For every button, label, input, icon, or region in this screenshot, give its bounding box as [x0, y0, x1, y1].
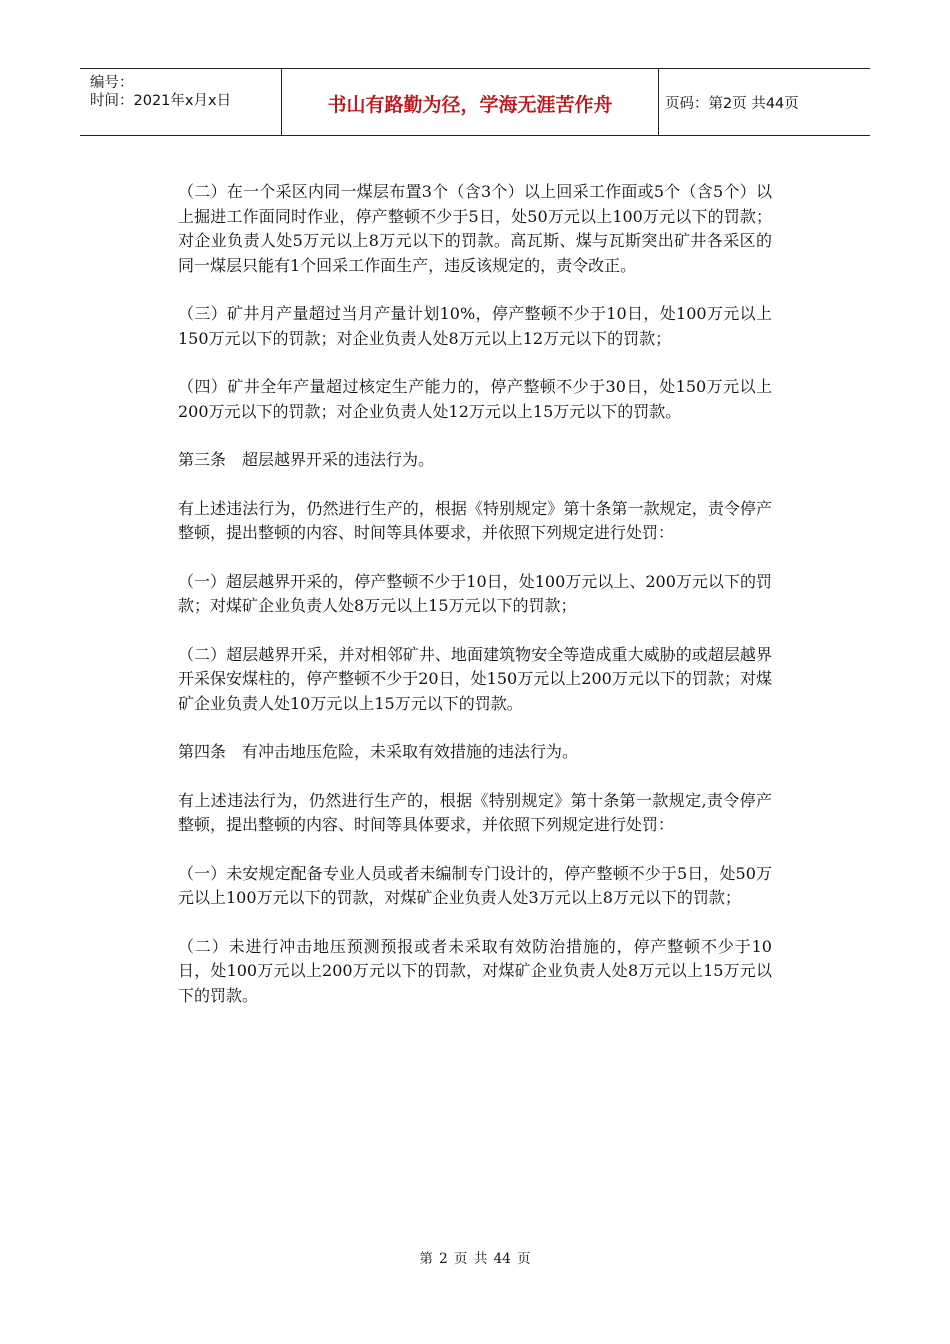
paragraph: （二）在一个采区内同一煤层布置3个（含3个）以上回采工作面或5个（含5个）以上掘进工作面同时作业，停产整顿不少于5日，处50万元以上100万元以下的罚款；对企业负责人处5万元以上8万元以下的罚款。高瓦斯、煤与瓦斯突出矿井各采区的同一煤层只能有1个回采工作面生产，违反该规定的，责令改正。	[178, 182, 772, 275]
paragraph: （二）超层越界开采，并对相邻矿井、地面建筑物安全等造成重大威胁的或超层越界开采保安煤柱的，停产整顿不少于20日，处150万元以上200万元以下的罚款；对煤矿企业负责人处10万元以上15万元以下的罚款。	[178, 644, 772, 713]
page-header	[80, 68, 870, 136]
article-heading: 第三条 超层越界开采的违法行为。	[178, 450, 435, 469]
paragraph: （二）未进行冲击地压预测预报或者未采取有效防治措施的，停产整顿不少于10日，处100万元以上200万元以下的罚款，对煤矿企业负责人处8万元以上15万元以下的罚款。	[178, 936, 772, 1005]
paragraph: （一）未安规定配备专业人员或者未编制专门设计的，停产整顿不少于5日，处50万元以上100万元以下的罚款，对煤矿企业负责人处3万元以上8万元以下的罚款；	[178, 863, 772, 907]
paragraph: 有上述违法行为，仍然进行生产的，根据《特别规定》第十条第一款规定,责令停产整顿，提出整顿的内容、时间等具体要求，并依照下列规定进行处罚：	[178, 790, 772, 834]
header-motto-cell	[282, 69, 659, 135]
document-body	[178, 180, 772, 1032]
article-heading: 第四条 有冲击地压危险，未采取有效措施的违法行为。	[178, 742, 579, 761]
header-motto: 书山有路勤为径，学海无涯苦作舟	[327, 94, 613, 116]
document-number-label: 编号：	[90, 75, 134, 91]
header-info-cell	[80, 69, 282, 135]
header-page-cell	[659, 69, 870, 135]
document-date: 时间：2021年x月x日	[90, 93, 232, 109]
paragraph: （三）矿井月产量超过当月产量计划10%，停产整顿不少于10日，处100万元以上150万元以下的罚款；对企业负责人处8万元以上12万元以下的罚款；	[178, 304, 772, 348]
header-page-code: 页码：第2页 共44页	[665, 96, 799, 112]
paragraph: （一）超层越界开采的，停产整顿不少于10日，处100万元以上、200万元以下的罚款；对煤矿企业负责人处8万元以上15万元以下的罚款；	[178, 571, 772, 615]
page-footer: 第 2 页 共 44 页	[419, 1251, 531, 1267]
paragraph: 有上述违法行为，仍然进行生产的，根据《特别规定》第十条第一款规定，责令停产整顿，提出整顿的内容、时间等具体要求，并依照下列规定进行处罚：	[178, 498, 772, 542]
paragraph: （四）矿井全年产量超过核定生产能力的，停产整顿不少于30日，处150万元以上200万元以下的罚款；对企业负责人处12万元以上15万元以下的罚款。	[178, 377, 772, 421]
